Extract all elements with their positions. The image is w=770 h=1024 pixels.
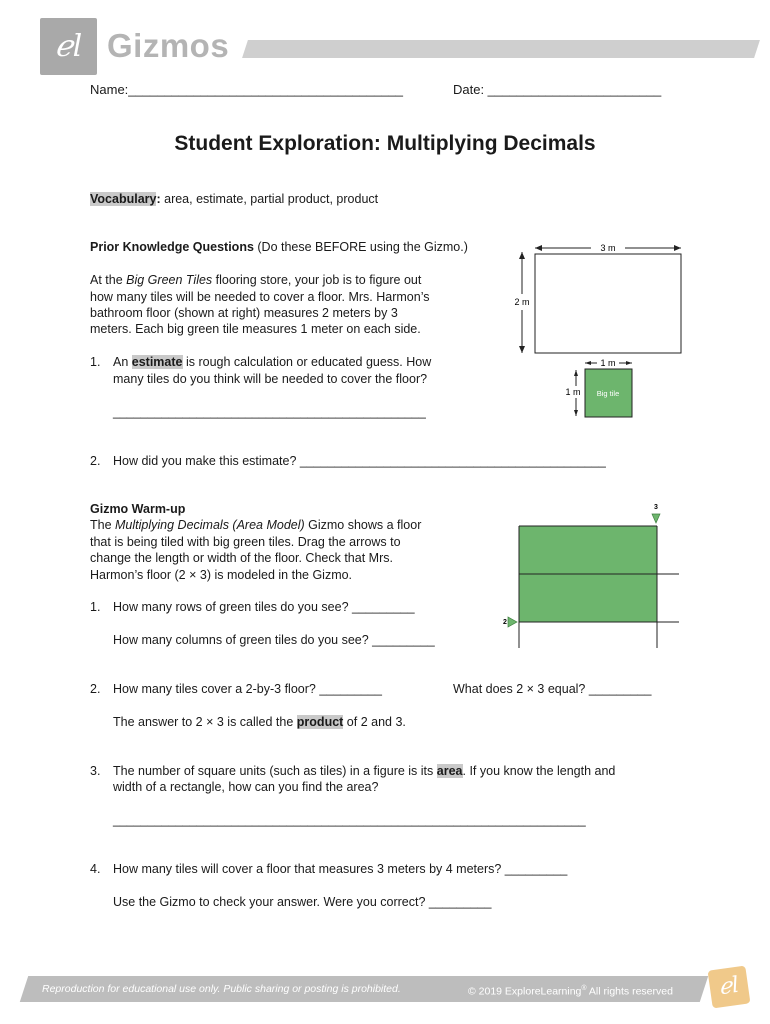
prior-intro-line-1 bbox=[90, 272, 421, 289]
tile-height-arrowhead-top bbox=[574, 370, 578, 376]
warmup-intro-line-1 bbox=[90, 517, 421, 534]
row-drag-arrow-icon[interactable] bbox=[508, 617, 517, 627]
vocabulary-line bbox=[90, 191, 378, 208]
header-bar bbox=[242, 40, 760, 58]
warmup-q2-number: 2. bbox=[90, 682, 101, 696]
floor-width-label: 3 m bbox=[600, 243, 616, 253]
rights-text: All rights reserved bbox=[586, 985, 673, 998]
height-arrowhead-bottom bbox=[519, 346, 525, 353]
prior-q1-line-2: many tiles do you think will be needed to cover the floor? bbox=[113, 372, 428, 386]
intro-text: flooring store, your job is to figure out bbox=[212, 273, 422, 287]
q-text: An bbox=[113, 355, 132, 369]
prior-heading-note: (Do these BEFORE using the Gizmo.) bbox=[253, 240, 468, 254]
intro-text: Gizmo shows a floor bbox=[304, 518, 422, 532]
brand-title: Gizmos bbox=[107, 27, 230, 64]
vocabulary-label: Vocabulary bbox=[90, 192, 157, 206]
big-tile-label: Big tile bbox=[596, 389, 620, 398]
warmup-q2-equal[interactable]: What does 2 × 3 equal? _________ bbox=[453, 682, 652, 696]
warmup-q3-line-2: width of a rectangle, how can you find the area? bbox=[113, 780, 379, 794]
bathroom-floor-rect bbox=[535, 254, 681, 353]
warmup-q1-rows[interactable]: How many rows of green tiles do you see? _________ bbox=[113, 600, 415, 614]
intro-text: At the bbox=[90, 273, 127, 287]
date-field: Date: ________________________ bbox=[453, 82, 662, 97]
vocabulary-terms: area, estimate, partial product, product bbox=[160, 192, 379, 206]
tile-width-arrowhead-right bbox=[626, 361, 632, 365]
page-title: Student Exploration: Multiplying Decimals bbox=[174, 132, 596, 155]
warmup-q4-text[interactable]: How many tiles will cover a floor that measures 3 meters by 4 meters? _________ bbox=[113, 862, 568, 876]
warmup-heading: Gizmo Warm-up bbox=[90, 502, 186, 516]
tile-height-arrowhead-bottom bbox=[574, 410, 578, 416]
footer-copyright bbox=[468, 982, 673, 999]
warmup-q1-columns[interactable]: How many columns of green tiles do you see? _________ bbox=[113, 633, 435, 647]
column-drag-arrow-icon[interactable] bbox=[652, 514, 660, 523]
footer-notice: Reproduction for educational use only. Public sharing or posting is prohibited. bbox=[42, 983, 401, 995]
tile-width-label: 1 m bbox=[600, 358, 616, 368]
gizmo-name: Multiplying Decimals (Area Model) bbox=[115, 518, 305, 532]
width-arrowhead-right bbox=[674, 245, 681, 251]
tile-width-arrowhead-left bbox=[585, 361, 591, 365]
prior-q2-number: 2. bbox=[90, 454, 101, 468]
warmup-intro-line-4: Harmon’s floor (2 × 3) is modeled in the Gizmo. bbox=[90, 568, 353, 582]
gizmo-area-model bbox=[498, 500, 688, 652]
q-text: . If you know the length and bbox=[462, 764, 616, 778]
q-text: of 2 and 3. bbox=[343, 715, 406, 729]
column-arrow-label: 3 bbox=[654, 504, 658, 511]
prior-q1-number: 1. bbox=[90, 355, 101, 369]
warmup-q3-line-1 bbox=[113, 763, 615, 780]
copyright-text: © 2019 ExploreLearning bbox=[468, 985, 582, 998]
tile-height-label: 1 m bbox=[565, 387, 581, 397]
warmup-q2-answer bbox=[113, 714, 406, 731]
q-text: The answer to 2 × 3 is called the bbox=[113, 715, 297, 729]
prior-q1-answer-line[interactable]: _____________________________________________ bbox=[113, 405, 426, 419]
el-logo-glyph: ℯl bbox=[54, 29, 83, 64]
intro-text: The bbox=[90, 518, 116, 532]
row-arrow-label: 2 bbox=[503, 619, 507, 626]
warmup-q1-number: 1. bbox=[90, 600, 101, 614]
prior-heading-text: Prior Knowledge Questions bbox=[90, 240, 254, 254]
q-text: is rough calculation or educated guess. How bbox=[182, 355, 432, 369]
width-arrowhead-left bbox=[535, 245, 542, 251]
warmup-q4-check[interactable]: Use the Gizmo to check your answer. Were you correct? _________ bbox=[113, 895, 492, 909]
floor-diagram bbox=[505, 236, 695, 426]
height-arrowhead-top bbox=[519, 252, 525, 259]
warmup-q3-number: 3. bbox=[90, 764, 101, 778]
warmup-q4-number: 4. bbox=[90, 862, 101, 876]
vocab-term-product: product bbox=[296, 715, 344, 729]
footer-el-logo: ℯl bbox=[708, 966, 751, 1009]
vocabulary-colon: : bbox=[156, 192, 161, 206]
floor-height-label: 2 m bbox=[514, 297, 530, 307]
prior-q1-line-1 bbox=[113, 354, 431, 371]
warmup-q2-tiles[interactable]: How many tiles cover a 2-by-3 floor? _________ bbox=[113, 682, 382, 696]
prior-q2-text[interactable]: How did you make this estimate? ____________________________________________ bbox=[113, 454, 606, 468]
warmup-intro-line-3: change the length or width of the floor. Check that Mrs. bbox=[90, 551, 393, 565]
warmup-q3-answer-line[interactable]: ____________________________________________________________________ bbox=[113, 813, 586, 827]
vocab-term-area: area bbox=[436, 764, 463, 778]
trademark-symbol: ® bbox=[581, 985, 587, 992]
prior-intro-line-3: bathroom floor (shown at right) measures 2 meters by 3 bbox=[90, 306, 398, 320]
store-name: Big Green Tiles bbox=[126, 273, 213, 287]
prior-intro-line-4: meters. Each big green tile measures 1 meter on each side. bbox=[90, 322, 421, 336]
warmup-intro-line-2: that is being tiled with big green tiles. Drag the arrows to bbox=[90, 535, 401, 549]
name-field: Name:______________________________________ bbox=[90, 82, 404, 97]
prior-knowledge-heading bbox=[90, 239, 468, 256]
prior-intro-line-2: how many tiles will be needed to cover a floor. Mrs. Harmon’s bbox=[90, 290, 430, 304]
q-text: The number of square units (such as tiles) in a figure is its bbox=[113, 764, 437, 778]
vocab-term-estimate: estimate bbox=[131, 355, 183, 369]
